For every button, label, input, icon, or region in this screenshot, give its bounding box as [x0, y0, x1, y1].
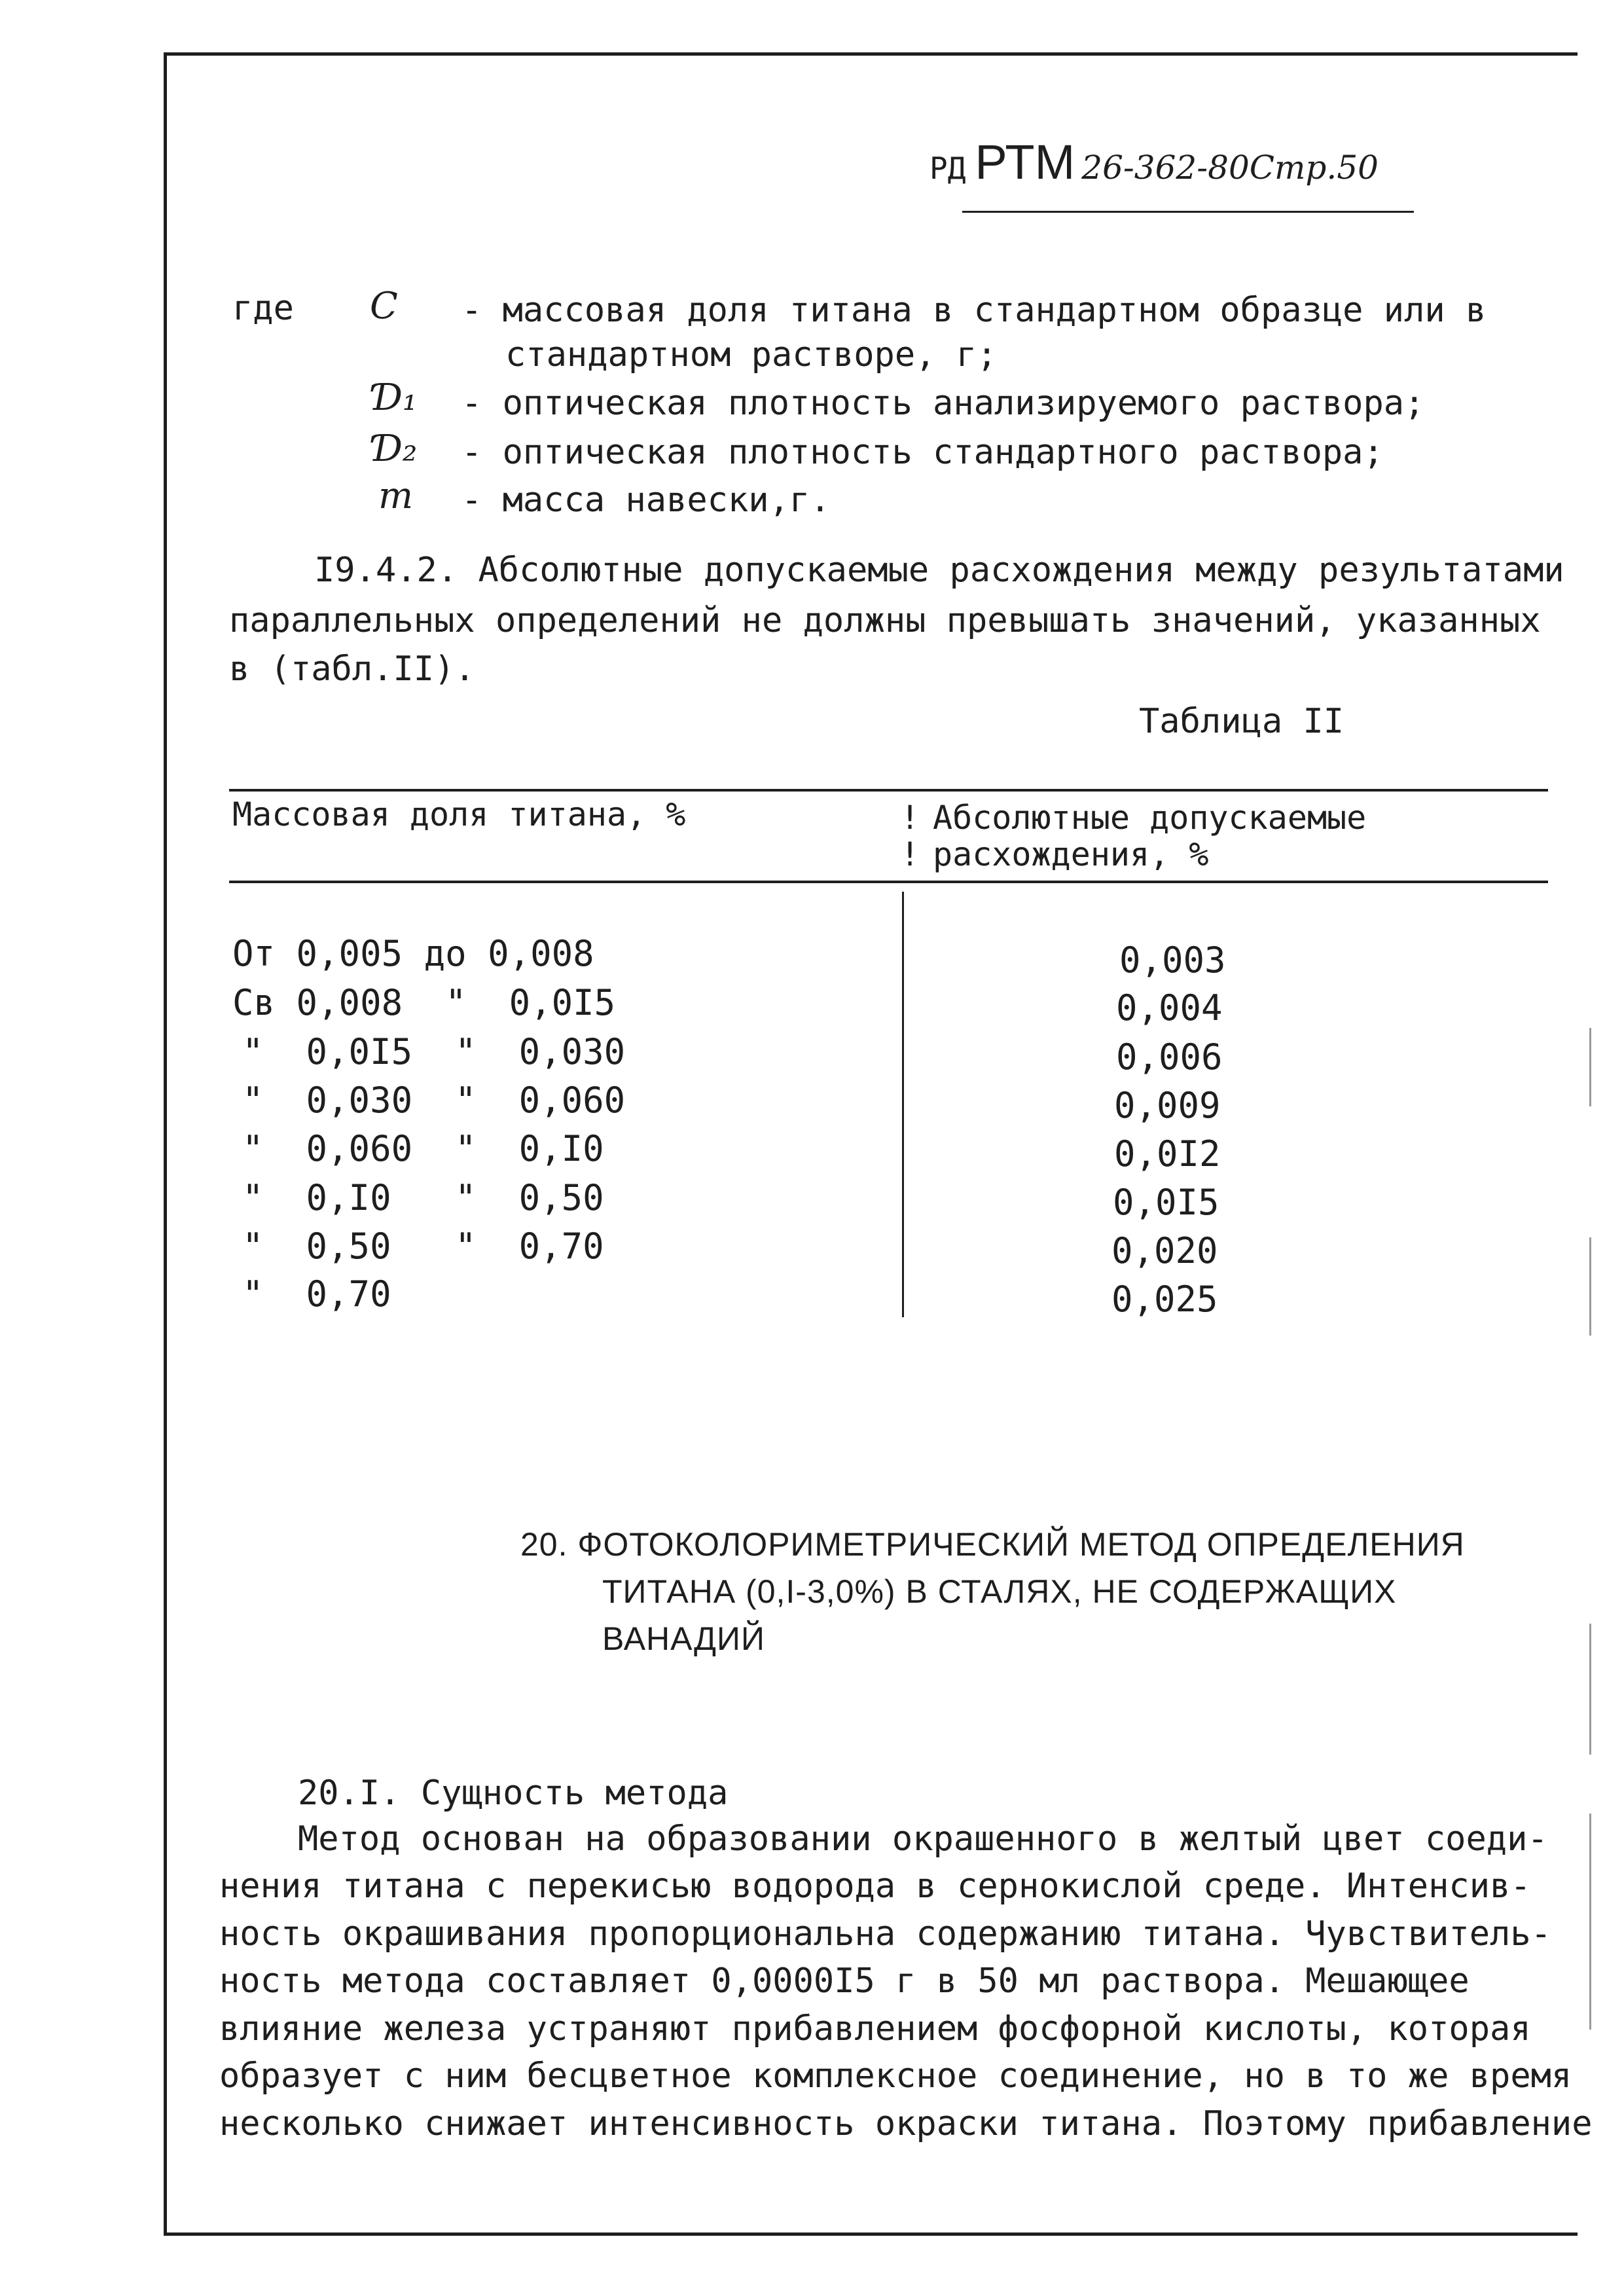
header-prefix: РД	[929, 151, 966, 186]
scan-margin-mark	[1589, 1813, 1591, 2030]
table-cell-value: 0,009	[1114, 1085, 1221, 1126]
header-underline	[962, 211, 1414, 213]
table-cell-value: 0,004	[1116, 987, 1223, 1029]
table-cell-range: " 0,060 " 0,I0	[242, 1128, 604, 1169]
section-20-body-line-2: нения титана с перекисью водорода в сернокислой среде. Интенсив-	[219, 1867, 1531, 1906]
page-frame-bottom	[164, 2232, 1578, 2236]
subsection-20-1-title: 20.I. Сущность метода	[298, 1774, 729, 1813]
section-20-title-line-2: ТИТАНА (0,I-3,0%) В СТАЛЯХ, НЕ СОДЕРЖАЩИХ	[602, 1573, 1397, 1610]
section-20-body-line-5: влияние железа устраняют прибавлением фосфорной кислоты, которая	[219, 2009, 1531, 2049]
legend-symbol-d2: Ɗ₂	[373, 428, 418, 470]
section-20-body-line-3: ность окрашивания пропорциональна содержанию титана. Чувствитель-	[219, 1914, 1551, 1954]
table-header-mark-1: !	[900, 799, 920, 837]
table-top-rule	[229, 789, 1548, 792]
header-code: РТМ	[975, 135, 1075, 189]
table-cell-value: 0,0I2	[1114, 1133, 1221, 1175]
section-20-body-line-6: образует с ним бесцветное комплексное соединение, но в то же время	[219, 2056, 1572, 2096]
section-20-body-line-4: ность метода составляет 0,0000I5 г в 50 мл раствора. Мешающее	[219, 1961, 1470, 2001]
legend-symbol-d1: Ɗ₁	[373, 376, 418, 419]
scan-margin-mark	[1589, 1237, 1591, 1336]
para-19-4-2-line-3: в (табл.II).	[229, 649, 475, 689]
table-header-rule	[229, 881, 1548, 883]
section-20-title-line-3: ВАНАДИЙ	[602, 1620, 765, 1657]
table-header-mark-2: !	[900, 835, 920, 873]
table-header-left: Массовая доля титана, %	[232, 795, 686, 833]
header-number: 26-362-80Стр.50	[1081, 149, 1379, 187]
table-cell-range: " 0,0I5 " 0,030	[242, 1031, 626, 1072]
legend-text-d1: - оптическая плотность анализируемого раствора;	[461, 384, 1425, 423]
scan-margin-mark	[1589, 1028, 1591, 1106]
para-19-4-2-line-1: I9.4.2. Абсолютные допускаемые расхождения между результатами	[314, 551, 1564, 590]
para-19-4-2-line-2: параллельных определений не должны превышать значений, указанных	[229, 601, 1541, 640]
legend-text-m: - масса навески,г.	[461, 481, 831, 520]
section-20-body-line-7: несколько снижает интенсивность окраски титана. Поэтому прибавление	[219, 2104, 1593, 2143]
legend-text-c-2: стандартном растворе, г;	[505, 335, 998, 374]
table-title: Таблица II	[1139, 702, 1344, 741]
legend-symbol-c: C	[370, 285, 398, 327]
section-20-body-line-1: Метод основан на образовании окрашенного в желтый цвет соеди-	[298, 1819, 1548, 1859]
page-frame-top	[164, 52, 1578, 56]
legend-text-c-1: - массовая доля титана в стандартном образце или в	[461, 291, 1487, 330]
table-column-separator	[902, 892, 904, 1317]
document-header	[929, 134, 1379, 190]
table-cell-range: " 0,I0 " 0,50	[242, 1177, 604, 1218]
table-cell-value: 0,020	[1111, 1230, 1218, 1271]
table-cell-range: " 0,70	[242, 1273, 391, 1315]
table-cell-range: " 0,50 " 0,70	[242, 1226, 604, 1267]
legend-text-d2: - оптическая плотность стандартного раствора;	[461, 433, 1384, 472]
table-cell-value: 0,003	[1119, 939, 1226, 981]
table-cell-value: 0,0I5	[1113, 1182, 1219, 1223]
legend-symbol-m: m	[378, 475, 414, 517]
table-cell-value: 0,006	[1116, 1036, 1223, 1078]
table-header-right-1: Абсолютные допускаемые	[933, 799, 1367, 837]
scan-margin-mark	[1589, 1624, 1591, 1755]
page-frame-left	[164, 52, 167, 2236]
table-cell-value: 0,025	[1111, 1279, 1218, 1320]
table-cell-range: Св 0,008 " 0,0I5	[232, 982, 616, 1023]
table-cell-range: " 0,030 " 0,060	[242, 1080, 626, 1121]
section-20-title-line-1: 20. ФОТОКОЛОРИМЕТРИЧЕСКИЙ МЕТОД ОПРЕДЕЛЕНИЯ	[520, 1526, 1465, 1563]
legend-where: где	[232, 289, 294, 328]
table-header-right-2: расхождения, %	[933, 835, 1209, 873]
table-cell-range: От 0,005 до 0,008	[232, 933, 594, 974]
